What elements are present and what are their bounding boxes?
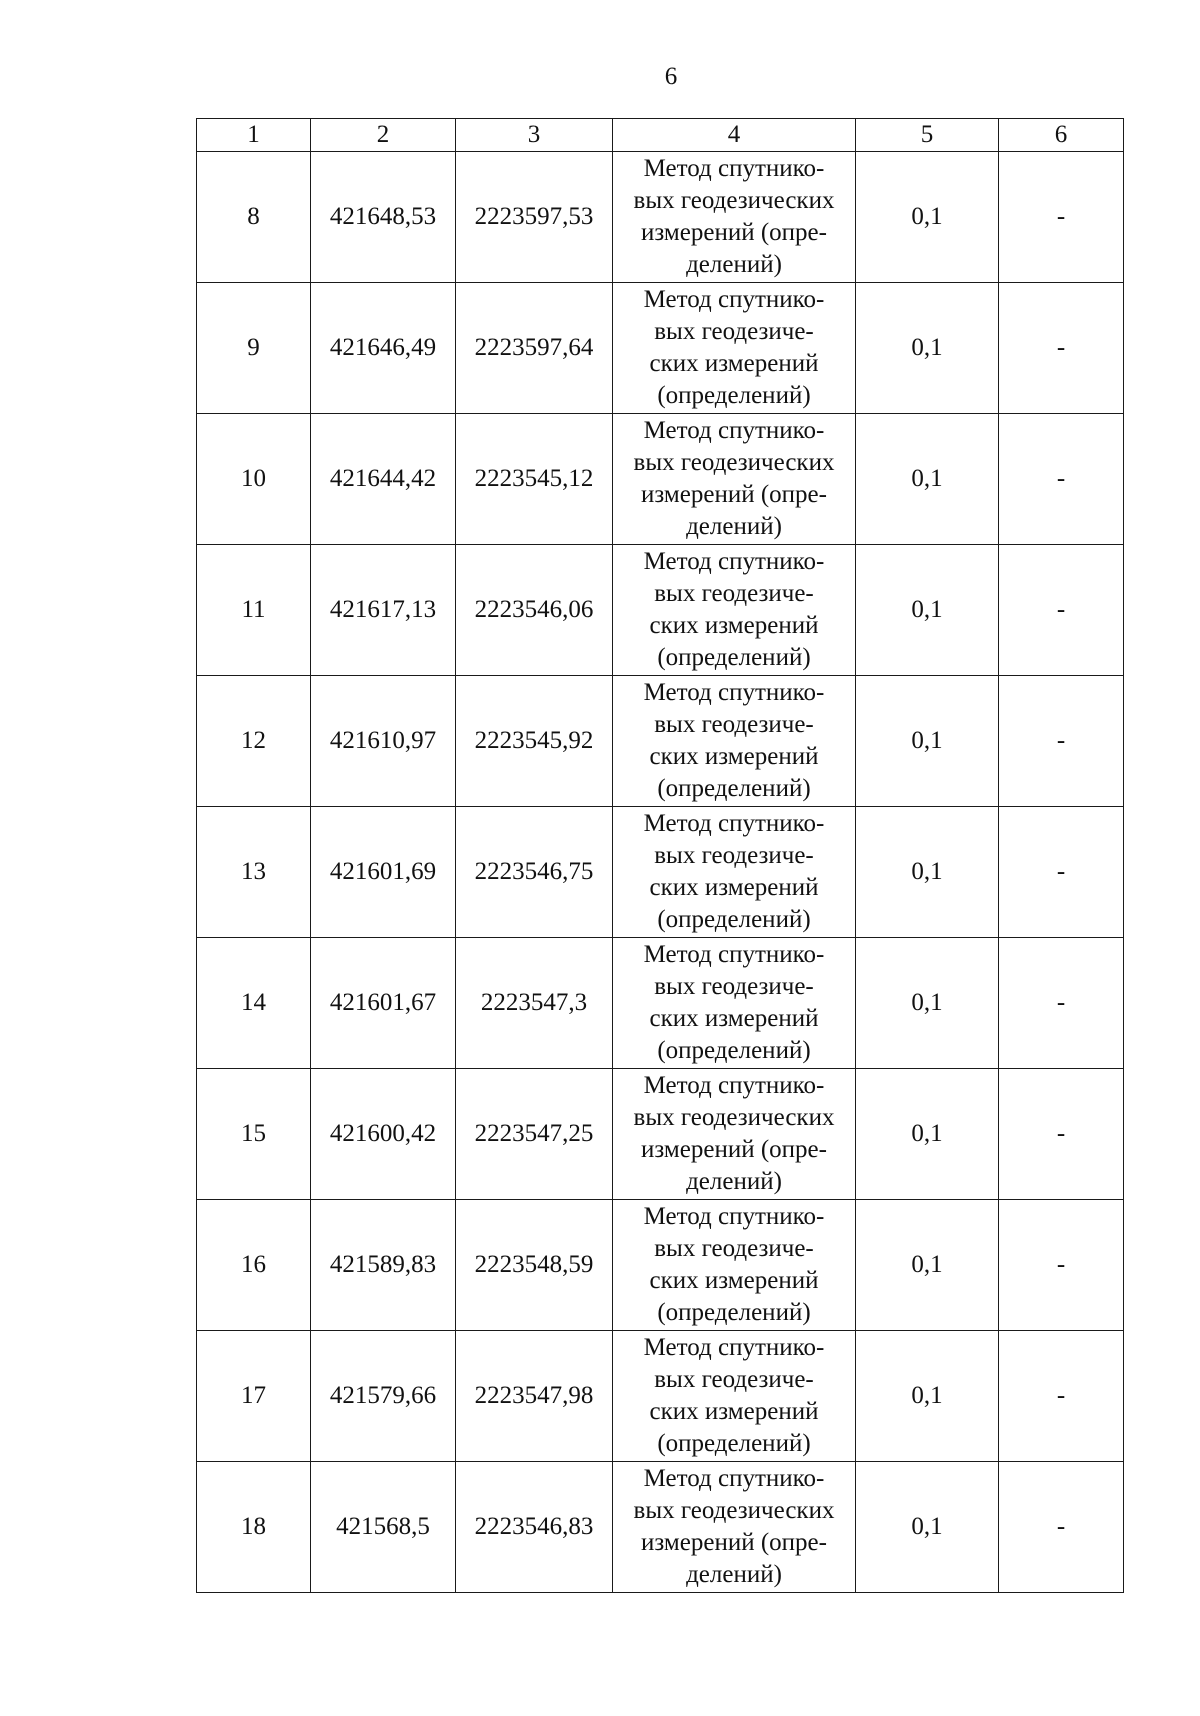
method-cell [613,1069,856,1200]
method-line: ских измерений [649,1398,819,1425]
note-cell: - [999,414,1124,545]
column-header-4: 4 [613,119,856,152]
method-line: измерений (опре- [641,1136,827,1163]
method-cell [613,545,856,676]
point-number-cell: 14 [197,938,311,1069]
method-cell [613,938,856,1069]
method-line: (определений) [657,1037,811,1064]
point-number-cell: 15 [197,1069,311,1200]
point-number-cell: 9 [197,283,311,414]
method-line: вых геодезических [633,449,835,476]
method-line: (определений) [657,644,811,671]
method-line: вых геодезических [633,1497,835,1524]
method-line: вых геодезиче- [654,711,814,738]
accuracy-cell: 0,1 [856,938,999,1069]
method-line: (определений) [657,775,811,802]
note-cell: - [999,1331,1124,1462]
column-header-6: 6 [999,119,1124,152]
note-cell: - [999,545,1124,676]
method-line: (определений) [657,382,811,409]
x-coordinate-cell: 421648,53 [311,152,456,283]
table-row [197,1200,1124,1331]
point-number-cell: 17 [197,1331,311,1462]
method-line: вых геодезиче- [654,1366,814,1393]
method-cell [613,1331,856,1462]
method-line: Метод спутнико- [643,155,825,182]
method-line: вых геодезиче- [654,973,814,1000]
header-row [197,119,1124,152]
method-line: ских измерений [649,874,819,901]
x-coordinate-cell: 421601,67 [311,938,456,1069]
y-coordinate-cell: 2223597,64 [456,283,613,414]
note-cell: - [999,152,1124,283]
method-line: делений) [686,1168,782,1195]
accuracy-cell: 0,1 [856,1462,999,1593]
x-coordinate-cell: 421589,83 [311,1200,456,1331]
method-line: ских измерений [649,350,819,377]
method-line: делений) [686,513,782,540]
y-coordinate-cell: 2223546,83 [456,1462,613,1593]
method-line: Метод спутнико- [643,1334,825,1361]
method-line: Метод спутнико- [643,1465,825,1492]
x-coordinate-cell: 421610,97 [311,676,456,807]
table-row [197,152,1124,283]
table-row [197,545,1124,676]
method-cell [613,414,856,545]
accuracy-cell: 0,1 [856,676,999,807]
column-header-1: 1 [197,119,311,152]
y-coordinate-cell: 2223545,12 [456,414,613,545]
y-coordinate-cell: 2223597,53 [456,152,613,283]
note-cell: - [999,938,1124,1069]
method-line: Метод спутнико- [643,1072,825,1099]
note-cell: - [999,676,1124,807]
method-cell [613,283,856,414]
y-coordinate-cell: 2223547,98 [456,1331,613,1462]
method-line: вых геодезиче- [654,580,814,607]
method-line: измерений (опре- [641,481,827,508]
y-coordinate-cell: 2223547,25 [456,1069,613,1200]
method-line: делений) [686,251,782,278]
y-coordinate-cell: 2223547,3 [456,938,613,1069]
point-number-cell: 13 [197,807,311,938]
column-header-5: 5 [856,119,999,152]
accuracy-cell: 0,1 [856,1331,999,1462]
table-row [197,938,1124,1069]
column-header-3: 3 [456,119,613,152]
table-row [197,1069,1124,1200]
method-line: вых геодезических [633,187,835,214]
method-cell [613,1200,856,1331]
method-line: делений) [686,1561,782,1588]
method-line: вых геодезиче- [654,842,814,869]
method-line: Метод спутнико- [643,941,825,968]
table-row [197,283,1124,414]
table-row [197,807,1124,938]
method-line: измерений (опре- [641,1529,827,1556]
x-coordinate-cell: 421579,66 [311,1331,456,1462]
y-coordinate-cell: 2223545,92 [456,676,613,807]
method-cell [613,152,856,283]
table-row [197,414,1124,545]
note-cell: - [999,1462,1124,1593]
x-coordinate-cell: 421600,42 [311,1069,456,1200]
column-header-2: 2 [311,119,456,152]
y-coordinate-cell: 2223548,59 [456,1200,613,1331]
method-line: вых геодезиче- [654,318,814,345]
point-number-cell: 16 [197,1200,311,1331]
y-coordinate-cell: 2223546,06 [456,545,613,676]
coordinates-table [196,118,1124,1593]
method-cell [613,676,856,807]
x-coordinate-cell: 421644,42 [311,414,456,545]
accuracy-cell: 0,1 [856,545,999,676]
method-line: ских измерений [649,1267,819,1294]
method-line: ских измерений [649,743,819,770]
x-coordinate-cell: 421568,5 [311,1462,456,1593]
accuracy-cell: 0,1 [856,414,999,545]
table-row [197,1331,1124,1462]
method-line: вых геодезиче- [654,1235,814,1262]
method-line: Метод спутнико- [643,1203,825,1230]
y-coordinate-cell: 2223546,75 [456,807,613,938]
page-number: 6 [664,63,678,90]
note-cell: - [999,1069,1124,1200]
x-coordinate-cell: 421601,69 [311,807,456,938]
method-line: Метод спутнико- [643,679,825,706]
accuracy-cell: 0,1 [856,283,999,414]
accuracy-cell: 0,1 [856,1069,999,1200]
x-coordinate-cell: 421617,13 [311,545,456,676]
method-line: Метод спутнико- [643,417,825,444]
method-line: Метод спутнико- [643,548,825,575]
point-number-cell: 11 [197,545,311,676]
point-number-cell: 10 [197,414,311,545]
method-cell [613,807,856,938]
method-line: ских измерений [649,612,819,639]
method-line: вых геодезических [633,1104,835,1131]
note-cell: - [999,283,1124,414]
table-header [197,119,1124,152]
method-line: измерений (опре- [641,219,827,246]
x-coordinate-cell: 421646,49 [311,283,456,414]
method-line: (определений) [657,1299,811,1326]
table-body [197,152,1124,1593]
table-row [197,1462,1124,1593]
accuracy-cell: 0,1 [856,1200,999,1331]
point-number-cell: 8 [197,152,311,283]
accuracy-cell: 0,1 [856,152,999,283]
accuracy-cell: 0,1 [856,807,999,938]
method-cell [613,1462,856,1593]
method-line: Метод спутнико- [643,810,825,837]
method-line: (определений) [657,906,811,933]
note-cell: - [999,1200,1124,1331]
point-number-cell: 12 [197,676,311,807]
method-line: ских измерений [649,1005,819,1032]
method-line: Метод спутнико- [643,286,825,313]
method-line: (определений) [657,1430,811,1457]
table-row [197,676,1124,807]
point-number-cell: 18 [197,1462,311,1593]
note-cell: - [999,807,1124,938]
